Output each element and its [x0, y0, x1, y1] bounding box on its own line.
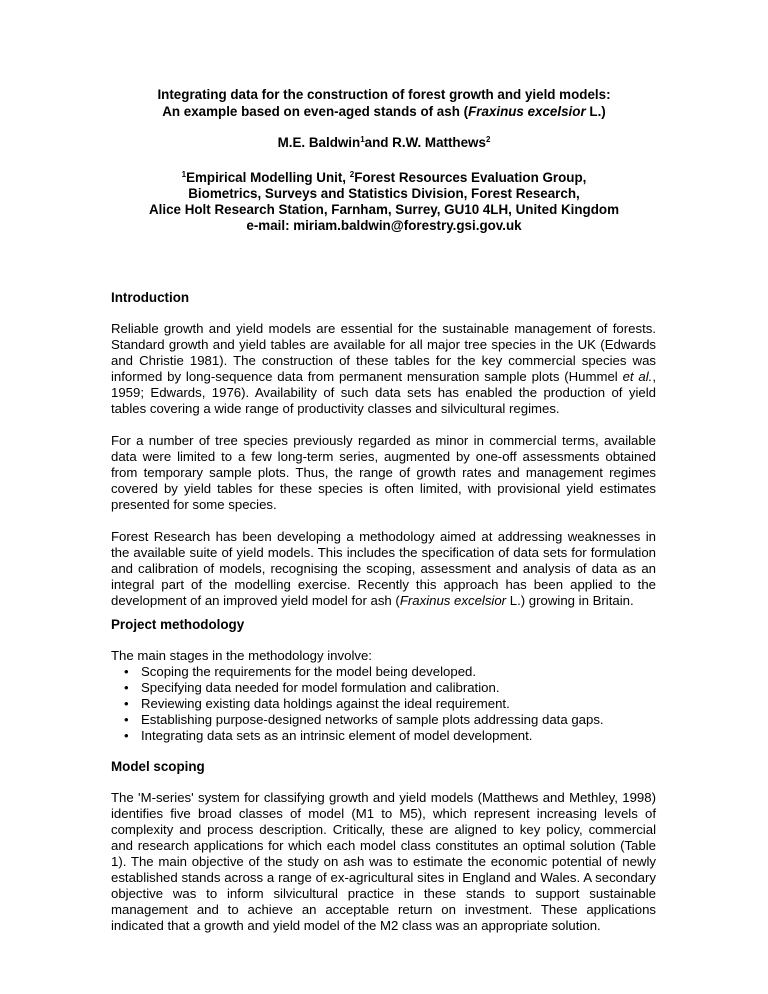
- title-line-2: [0, 103, 768, 120]
- intro-paragraph-3: [111, 529, 656, 609]
- affil-sup-1: 1: [181, 170, 187, 179]
- intro-p3-text-b: L.) growing in Britain.: [506, 593, 634, 608]
- author-email: e-mail: miriam.baldwin@forestry.gsi.gov.uk: [246, 218, 522, 233]
- scoping-section: [111, 759, 656, 934]
- affil-unit-2: Forest Resources Evaluation Group,: [354, 170, 587, 185]
- list-item: • Integrating data sets as an intrinsic element of model development.: [111, 728, 656, 744]
- affil-line-3: Alice Holt Research Station, Farnham, Surrey, GU10 4LH, United Kingdom: [148, 202, 619, 217]
- introduction-heading: Introduction: [111, 290, 190, 305]
- title-line-1: Integrating data for the construction of forest growth and yield models:: [157, 87, 611, 102]
- list-item: • Establishing purpose-designed networks of sample plots addressing data gaps.: [111, 712, 656, 728]
- list-item: • Scoping the requirements for the model being developed.: [111, 664, 656, 680]
- paper-title: [0, 86, 768, 120]
- author-2: and R.W. Matthews: [364, 135, 486, 150]
- author-1-sup: 1: [360, 135, 365, 144]
- methodology-list: [111, 664, 656, 744]
- title-line-2-post: L.): [585, 104, 606, 119]
- intro-p3-species: Fraxinus excelsior: [399, 593, 507, 608]
- affiliations: [0, 170, 768, 234]
- affil-sup-2: 2: [349, 170, 355, 179]
- intro-p1-etal: et al.: [622, 369, 653, 384]
- scoping-paragraph-1: The 'M-series' system for classifying growth and yield models (Matthews and Methley, 1998) identifies five broad classes of model (M1 to M5), which represent increasing levels of complexity and process description. Critically, these are aligned to key policy, commercial and research applications for which each model class constitutes an optimal solution (Table 1). The main objective of the study on ash was to estimate the economic potential of newly established stands across a range of ex-agricultural sites in England and Wales. A secondary objective was to inform silvicultural practice in these stands to support sustainable management and to achieve an acceptable return on investment. These applications indicated that a growth and yield model of the M2 class was an appropriate solution.: [111, 790, 656, 933]
- intro-p1-text-a: Reliable growth and yield models are essential for the sustainable management of forests. Standard growth and yield tables are available for all major tree species in the UK (Edwards and Christie 1981). The construction of these tables for the key commercial species was informed by long-sequence data from permanent mensuration sample plots (Hummel: [111, 321, 656, 384]
- title-line-2-pre: An example based on even-aged stands of ash (: [162, 104, 469, 119]
- list-item: • Specifying data needed for model formulation and calibration.: [111, 680, 656, 696]
- intro-p3-text-a: Forest Research has been developing a methodology aimed at addressing weaknesses in the available suite of yield models. This includes the specification of data sets for formulation and calibration of models, recognising the scoping, assessment and analysis of data as an integral part of the modelling exercise. Recently this approach has been applied to the development of an improved yield model for ash (: [111, 529, 656, 608]
- list-item: • Reviewing existing data holdings against the ideal requirement.: [111, 696, 656, 712]
- title-species-name: Fraxinus excelsior: [468, 104, 586, 119]
- affil-line-1: [0, 170, 768, 186]
- methodology-heading: Project methodology: [111, 617, 245, 632]
- affil-unit-1: Empirical Modelling Unit,: [186, 170, 350, 185]
- intro-p1-text-b: , 1959; Edwards, 1976). Availability of such data sets has enabled the production of yield tables covering a wide range of productivity classes and silvicultural regimes.: [111, 369, 657, 416]
- author-list: [0, 135, 768, 150]
- affil-line-2: Biometrics, Surveys and Statistics Division, Forest Research,: [188, 186, 580, 201]
- intro-paragraph-1: [111, 321, 656, 417]
- methodology-section: [111, 617, 656, 744]
- introduction-section: [111, 290, 656, 609]
- intro-paragraph-2: For a number of tree species previously regarded as minor in commercial terms, available data were limited to a few long-term series, augmented by one-off assessments obtained from temporary sample plots. Thus, the range of growth rates and management regimes covered by yield tables for these species is often limited, with provisional yield estimates presented for some species.: [111, 433, 656, 512]
- author-1: M.E. Baldwin: [277, 135, 361, 150]
- scoping-heading: Model scoping: [111, 759, 205, 774]
- methodology-intro: The main stages in the methodology involve:: [111, 648, 372, 663]
- author-2-sup: 2: [485, 135, 491, 144]
